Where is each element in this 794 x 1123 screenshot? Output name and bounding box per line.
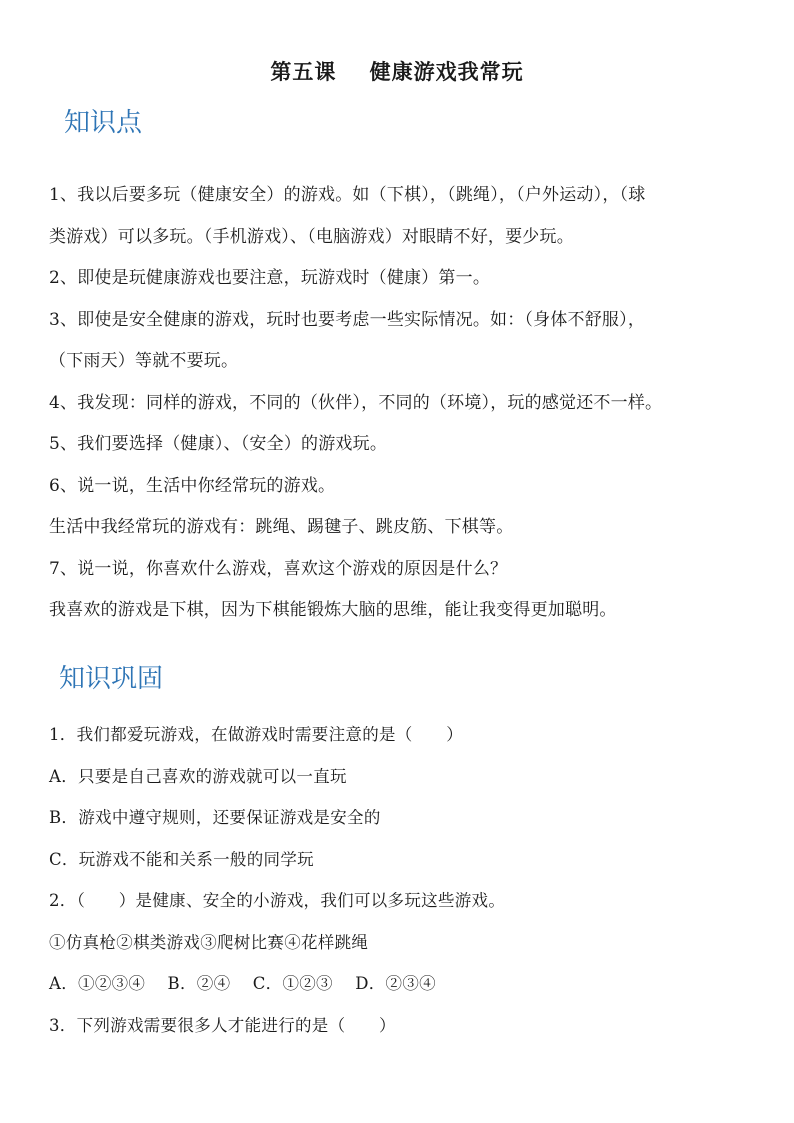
question-3-stem: 3．下列游戏需要很多人才能进行的是（ ）: [49, 1016, 396, 1035]
section-heading-review: 知识巩固: [59, 664, 164, 694]
question-2-items: ①仿真枪②棋类游戏③爬树比赛④花样跳绳: [49, 933, 369, 952]
text-line: 1、我以后要多玩（健康安全）的游戏。如（下棋），（跳绳），（户外运动），（球: [49, 185, 646, 205]
text-line: 2、即使是玩健康游戏也要注意，玩游戏时（健康）第一。: [49, 268, 491, 288]
text-line: （下雨天）等就不要玩。: [49, 351, 239, 371]
text-line: 4、我发现：同样的游戏，不同的（伙伴），不同的（环境），玩的感觉还不一样。: [49, 393, 663, 413]
question-2-stem: 2．（ ）是健康、安全的小游戏，我们可以多玩这些游戏。: [49, 891, 506, 910]
question-1-stem: 1．我们都爱玩游戏，在做游戏时需要注意的是（ ）: [49, 725, 463, 744]
question-1-option-c[interactable]: C．玩游戏不能和关系一般的同学玩: [49, 850, 314, 869]
text-line: 3、即使是安全健康的游戏，玩时也要考虑一些实际情况。如：（身体不舒服），: [49, 310, 646, 330]
section-heading-knowledge-points: 知识点: [64, 108, 143, 138]
question-2-options[interactable]: A．①②③④ B．②④ C．①②③ D．②③④: [49, 974, 436, 993]
question-1-option-b[interactable]: B．游戏中遵守规则，还要保证游戏是安全的: [49, 808, 381, 827]
text-line: 6、说一说，生活中你经常玩的游戏。: [49, 476, 336, 496]
text-line: 类游戏）可以多玩。（手机游戏）、（电脑游戏）对眼睛不好，要少玩。: [49, 227, 574, 247]
text-line: 5、我们要选择（健康）、（安全）的游戏玩。: [49, 434, 388, 454]
page-title: 第五课 健康游戏我常玩: [270, 59, 524, 84]
text-line: 我喜欢的游戏是下棋，因为下棋能锻炼大脑的思维，能让我变得更加聪明。: [49, 600, 617, 620]
text-line: 7、说一说，你喜欢什么游戏，喜欢这个游戏的原因是什么？: [49, 559, 508, 579]
question-1-option-a[interactable]: A．只要是自己喜欢的游戏就可以一直玩: [49, 767, 347, 786]
text-line: 生活中我经常玩的游戏有：跳绳、踢毽子、跳皮筋、下棋等。: [49, 517, 514, 537]
